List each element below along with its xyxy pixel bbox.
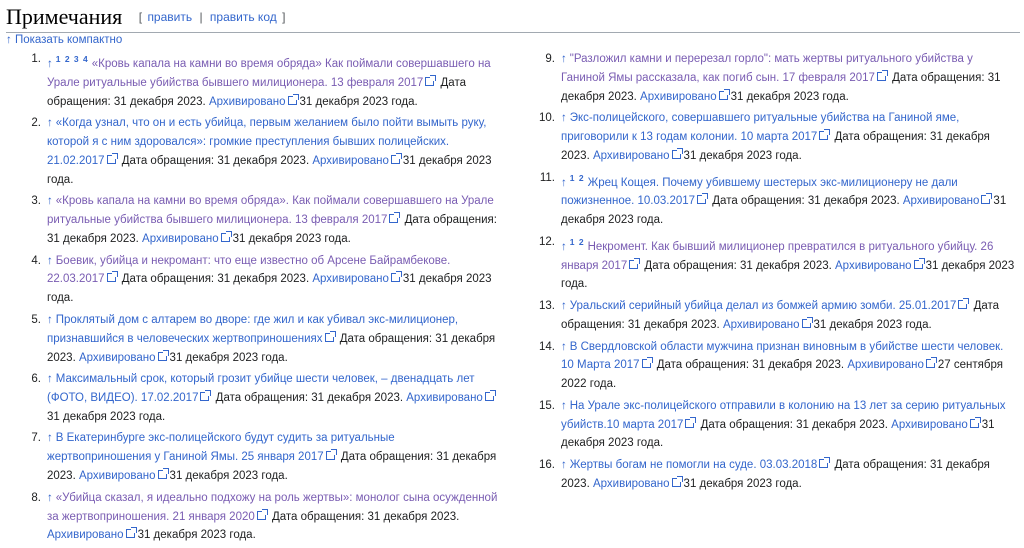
reference-item	[520, 397, 1016, 453]
reference-title-link[interactable]: Проклятый дом с алтарем во дворе: где жил и как убивал экс-милиционер, признавшийся в человеческих жертвоприношениях	[47, 313, 459, 345]
accessed-date: 31 декабря 2023.	[367, 510, 460, 523]
reference-item	[520, 338, 1016, 394]
backlink-letters[interactable]: 1 2	[569, 172, 585, 183]
archived-link[interactable]: Архивировано	[208, 95, 286, 108]
reference-title-link[interactable]: «Убийца сказал, я идеально подхожу на роль жертвы»: монолог сына осужденной за жертвоприношения. 21 января 2020	[47, 491, 498, 523]
bracket-close: ]	[282, 10, 286, 24]
accessed-label: Дата обращения:	[561, 300, 1000, 331]
reference-item	[6, 192, 502, 248]
archived-date: 31 декабря 2023 года.	[561, 195, 1007, 227]
references-list-right	[520, 50, 1016, 497]
backlink-arrow[interactable]: ↑	[561, 112, 567, 125]
external-link-icon	[719, 91, 728, 100]
edit-divider: |	[199, 10, 203, 24]
archived-link[interactable]: Архивировано	[78, 351, 156, 364]
accessed-date: 31 декабря 2023.	[627, 318, 720, 331]
backlink-arrow[interactable]: ↑	[47, 432, 53, 445]
archived-date: 31 декабря 2023 года.	[232, 232, 351, 245]
accessed-date: 31 декабря 2023.	[311, 392, 404, 404]
archived-link[interactable]: Архивировано	[78, 470, 156, 483]
accessed-label: Дата обращения:	[118, 273, 218, 286]
reference-title-link[interactable]: Максимальный срок, который грозит убийце шести человек, – двенадцать лет (ФОТО, ВИДЕО). 17.02.2017	[47, 373, 475, 404]
reference-title-link[interactable]: Экс-полицейского, совершавшего ритуальные убийства на Ганиной яме, приговорили к 13 годам колонии. 10 марта 2017	[561, 112, 960, 144]
archived-date: 31 декабря 2023 года.	[299, 95, 418, 108]
reference-title-link[interactable]: «Когда узнал, что он и есть убийца, первым желанием было пойти вымыть руку, которой я с ним здоровался»: громкие преступления бывших полицейских. 21.02.2017	[47, 117, 487, 167]
archived-date: 31 декабря 2023 года.	[561, 418, 995, 450]
accessed-label: Дата обращения:	[653, 359, 753, 372]
reference-title-link[interactable]: "Разложил камни и перерезал горло": мать жертвы ритуального убийства у Ганиной Ямы рассказала, как погиб сын. 17 февраля 2017	[561, 53, 973, 84]
accessed-label: Дата обращения:	[336, 332, 436, 345]
accessed-label: Дата обращения:	[831, 131, 931, 144]
archived-date: 31 декабря 2023 года.	[169, 470, 288, 483]
external-link-icon	[485, 392, 494, 401]
reference-number: 10.	[539, 112, 555, 125]
accessed-date: 31 декабря 2023.	[739, 259, 832, 272]
external-link-icon	[672, 478, 681, 487]
external-link-icon	[642, 359, 651, 368]
edit-source-link[interactable]: править код	[209, 10, 277, 24]
accessed-date: 31 декабря 2023.	[47, 232, 139, 245]
reference-number: 11.	[539, 171, 555, 184]
bracket-open: [	[138, 10, 143, 24]
accessed-label: Дата обращения:	[697, 418, 797, 431]
reference-number: 5.	[31, 313, 41, 326]
archived-date: 31 декабря 2023 года.	[47, 410, 166, 423]
external-link-icon	[389, 214, 398, 223]
accessed-label: Дата обращения:	[118, 154, 218, 167]
external-link-icon	[257, 511, 266, 520]
accessed-label: Дата обращения:	[709, 195, 808, 208]
archived-link[interactable]: Архивировано	[891, 418, 968, 431]
backlink-arrow[interactable]: ↑	[47, 195, 53, 208]
reference-item	[520, 50, 1016, 106]
accessed-date: 31 декабря 2023.	[217, 273, 310, 286]
section-header	[6, 3, 1020, 33]
accessed-date: 31 декабря 2023.	[807, 195, 900, 208]
reference-number: 15.	[539, 399, 555, 412]
external-link-icon	[970, 419, 979, 428]
accessed-label: Дата обращения:	[337, 451, 437, 464]
reference-number: 7.	[31, 432, 41, 445]
references-list-left	[6, 50, 502, 548]
archived-link[interactable]: Архивировано	[406, 392, 483, 404]
reference-title-link[interactable]: «Кровь капала на камни во время обряда» Как поймали совершавшего на Урале ритуальные убийства бывшего милиционера. 13 февраля 2017	[47, 58, 491, 89]
archived-date: 31 декабря 2023 года.	[683, 477, 802, 490]
external-link-icon	[629, 260, 638, 269]
reference-number: 13.	[539, 300, 555, 313]
accessed-date: 31 декабря 2023.	[561, 71, 1001, 103]
reference-item	[520, 109, 1016, 165]
accessed-date: 31 декабря 2023.	[47, 451, 497, 483]
backlink-arrow[interactable]: ↑	[47, 58, 53, 70]
accessed-date: 31 декабря 2023.	[752, 359, 845, 372]
reference-item	[6, 114, 502, 189]
reference-item	[520, 169, 1016, 230]
reference-title-link[interactable]: В Екатеринбурге экс-полицейского будут судить за ритуальные жертвоприношения у Ганиной Ямы. 25 января 2017	[47, 432, 395, 464]
reference-item	[520, 297, 1016, 335]
external-link-icon	[288, 96, 297, 105]
external-link-icon	[819, 459, 828, 468]
archived-link[interactable]: Архивировано	[312, 154, 389, 167]
external-link-icon	[221, 233, 230, 242]
external-link-icon	[697, 195, 706, 204]
external-link-icon	[391, 155, 400, 164]
external-link-icon	[326, 451, 335, 460]
reference-item	[6, 50, 502, 111]
backlink-arrow[interactable]: ↑	[561, 53, 567, 65]
external-link-icon	[200, 392, 209, 401]
reference-number: 12.	[539, 235, 555, 248]
backlink-arrow[interactable]: ↑	[561, 300, 567, 313]
backlink-arrow[interactable]: ↑	[561, 340, 567, 353]
backlink-arrow[interactable]: ↑	[561, 176, 567, 189]
accessed-label: Дата обращения:	[47, 76, 466, 108]
external-link-icon	[958, 300, 967, 309]
external-link-icon	[877, 72, 886, 81]
edit-link[interactable]: править	[147, 10, 193, 24]
archived-date: 31 декабря 2023 года.	[137, 529, 256, 542]
accessed-label: Дата обращения:	[268, 510, 368, 523]
archived-date: 31 декабря 2023 года.	[169, 351, 288, 364]
external-link-icon	[819, 131, 828, 140]
archived-link[interactable]: Архивировано	[312, 273, 389, 286]
reference-number: 3.	[31, 195, 41, 208]
accessed-date: 31 декабря 2023.	[561, 459, 990, 490]
archived-link[interactable]: Архивировано	[640, 90, 717, 103]
backlink-letters[interactable]: 1 2	[569, 236, 585, 247]
reference-number: 4.	[31, 254, 41, 267]
archived-link[interactable]: Архивировано	[835, 259, 912, 272]
reference-item	[6, 252, 502, 308]
section-title: Примечания	[6, 4, 123, 29]
external-link-icon	[802, 319, 811, 328]
external-link-icon	[158, 470, 167, 479]
external-link-icon	[158, 352, 167, 361]
reference-number: 6.	[31, 373, 41, 386]
reference-title-link[interactable]: «Кровь капала на камни во время обряда». Как поймали совершавшего на Урале ритуальные убийства бывшего милиционера. 13 февраля 2017	[47, 195, 494, 227]
archived-date: 31 декабря 2023 года.	[47, 273, 492, 305]
archived-link[interactable]: Архивировано	[142, 232, 219, 245]
reference-title-link[interactable]: Некромент. Как бывший милиционер превратился в ритуального убийцу. 26 января 2017	[561, 240, 994, 272]
archived-link[interactable]: Архивировано	[592, 149, 670, 162]
archived-link[interactable]: Архивировано	[722, 318, 800, 331]
archived-date: 31 декабря 2023 года.	[813, 318, 932, 331]
archived-link[interactable]: Архивировано	[847, 359, 924, 372]
external-link-icon	[926, 359, 935, 368]
backlink-arrow[interactable]: ↑	[47, 313, 53, 326]
reference-number: 8.	[31, 491, 41, 504]
reference-item	[6, 370, 502, 426]
external-link-icon	[107, 273, 116, 282]
backlink-arrow[interactable]: ↑	[47, 254, 53, 267]
reference-number: 9.	[545, 53, 555, 65]
reference-number: 16.	[539, 459, 555, 472]
accessed-label: Дата обращения:	[831, 459, 931, 472]
backlink-arrow[interactable]: ↑	[47, 117, 53, 130]
edit-section-links	[139, 10, 286, 24]
accessed-label: Дата обращения:	[212, 392, 312, 404]
reference-item	[520, 233, 1016, 294]
archived-date: 31 декабря 2023 года.	[561, 259, 1015, 291]
external-link-icon	[126, 529, 135, 538]
external-link-icon	[325, 333, 334, 342]
accessed-date: 31 декабря 2023.	[47, 332, 496, 364]
reference-item	[6, 429, 502, 485]
reference-item	[6, 489, 502, 545]
reference-title-link[interactable]: Жрец Кощея. Почему убившему шестерых экс-милиционеру не дали пожизненное. 10.03.2017	[561, 176, 958, 208]
accessed-date: 31 декабря 2023.	[561, 131, 990, 162]
backlink-arrow[interactable]: ↑	[47, 373, 53, 386]
accessed-label: Дата обращения:	[641, 259, 740, 272]
external-link-icon	[425, 77, 434, 86]
reference-title-link[interactable]: Боевик, убийца и некромант: что еще известно об Арсене Байрамбекове. 22.03.2017	[47, 254, 451, 286]
accessed-date: 31 декабря 2023.	[796, 418, 888, 431]
archived-date: 31 декабря 2023 года.	[47, 154, 492, 186]
external-link-icon	[914, 260, 923, 269]
archived-date: 27 сентября 2022 года.	[561, 359, 1003, 391]
external-link-icon	[981, 195, 990, 204]
reference-title-link[interactable]: В Свердловской области мужчина признан виновным в убийстве шести человек. 10 Марта 2017	[561, 340, 1004, 372]
reference-number: 2.	[31, 117, 41, 130]
external-link-icon	[685, 419, 694, 428]
reference-title-link[interactable]: Уральский серийный убийца делал из бомжей армию зомби. 25.01.2017	[569, 300, 957, 313]
archived-date: 31 декабря 2023 года.	[683, 149, 802, 162]
reference-number: 1.	[31, 53, 41, 65]
backlink-arrow[interactable]: ↑	[561, 459, 567, 472]
external-link-icon	[391, 273, 400, 282]
accessed-date: 31 декабря 2023.	[217, 154, 310, 167]
reference-title-link[interactable]: Жертвы богам не помогли на суде. 03.03.2018	[569, 459, 818, 472]
compact-toggle-link[interactable]: ↑ Показать компактно	[6, 34, 123, 46]
backlink-letters[interactable]: 1 2 3 4	[55, 54, 89, 64]
external-link-icon	[672, 150, 681, 159]
external-link-icon	[107, 155, 116, 164]
backlink-arrow[interactable]: ↑	[47, 491, 53, 504]
archived-link[interactable]: Архивировано	[902, 195, 980, 208]
archived-link[interactable]: Архивировано	[47, 529, 124, 542]
accessed-label: Дата обращения:	[888, 71, 988, 84]
reference-title-link[interactable]: На Урале экс-полицейского отправили в колонию на 13 лет за серию ритуальных убийств.10 марта 2017	[561, 399, 1006, 431]
backlink-arrow[interactable]: ↑	[561, 240, 567, 253]
archived-link[interactable]: Архивировано	[592, 477, 670, 490]
archived-date: 31 декабря 2023 года.	[730, 90, 849, 103]
backlink-arrow[interactable]: ↑	[561, 399, 567, 412]
reference-number: 14.	[539, 340, 555, 353]
reference-item	[520, 456, 1016, 494]
accessed-date: 31 декабря 2023.	[113, 95, 206, 108]
accessed-label: Дата обращения:	[401, 214, 497, 227]
reference-item	[6, 311, 502, 367]
